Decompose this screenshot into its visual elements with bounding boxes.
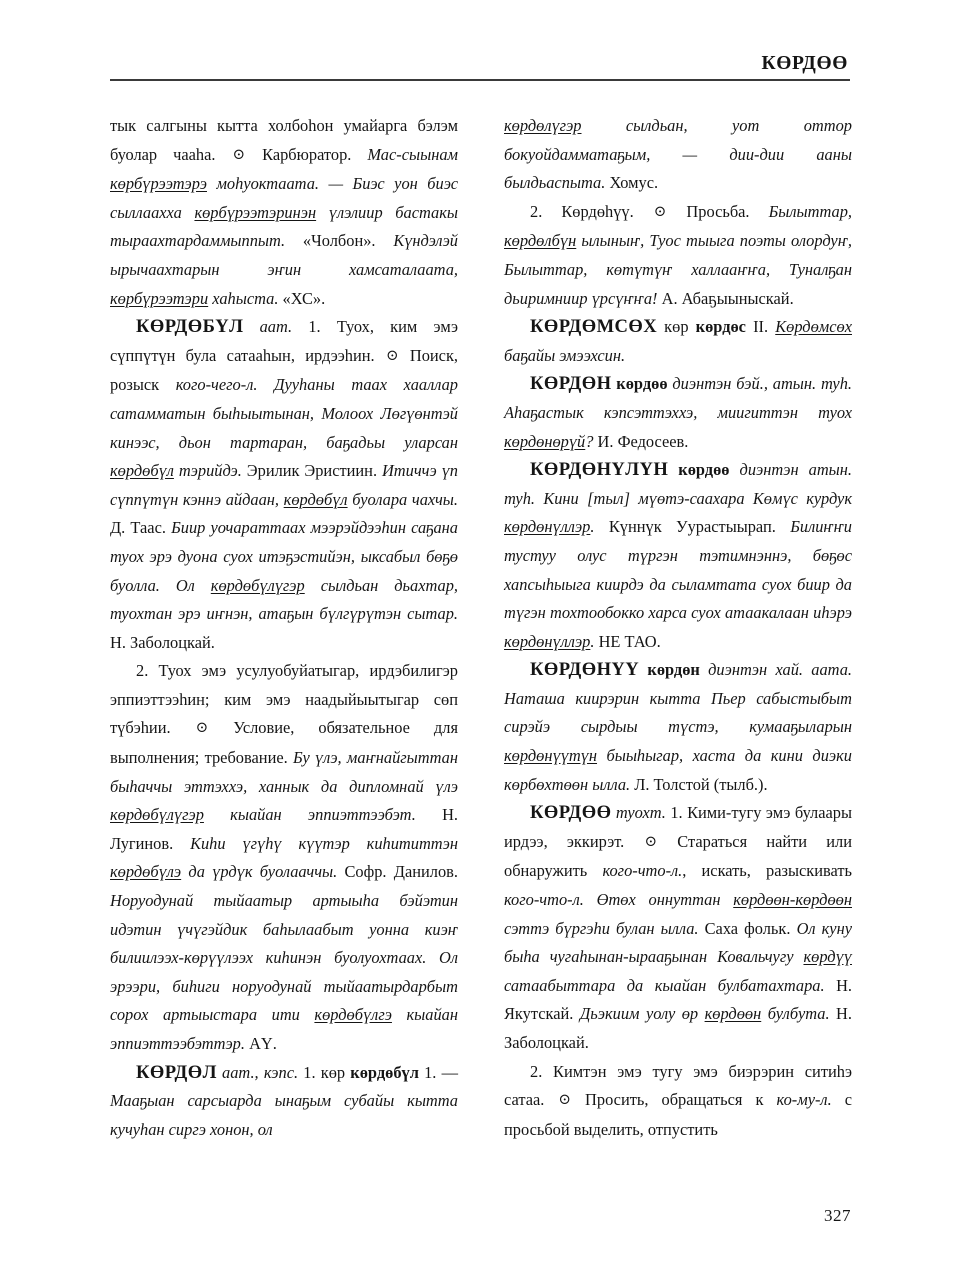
body-text: Д. Таас. — [110, 518, 172, 538]
cited-form: көрдөнүллэр — [504, 631, 591, 651]
body-text: Просить, обращаться к — [571, 1090, 777, 1110]
body-text: Н. Заболоцкай. — [110, 632, 215, 652]
body-text: 1. — — [418, 1062, 458, 1082]
example-text: сылдьан, уот оттор бокуойдамматаҕым, — дии-дии ааны былдьаспыта. — [504, 116, 852, 193]
sense-bullet-icon: ⊙ — [232, 146, 246, 163]
right-column — [504, 112, 852, 1172]
cited-form: көрдөнөрүй — [504, 431, 586, 451]
dictionary-entry — [504, 313, 852, 370]
grammar-label: аат. — [243, 317, 293, 337]
body-text: Софр. Данилов. — [344, 862, 458, 882]
example-text: . — [590, 517, 609, 537]
dictionary-sense — [504, 1058, 852, 1145]
example-text: диэнтэн бэй., атын. туһ. Аһаҕастык кэпсэттэххэ, миигиттэн туох — [504, 374, 852, 422]
body-text: Кими-тугу эмэ булаары ирдээ, эккирэт. — [504, 803, 852, 851]
sense-number: 1. — [298, 1062, 316, 1082]
example-text: Күндэлэй ырычаахтарын эҥин хамсаталаата, — [110, 231, 458, 279]
example-text: да үрдүк буолааччы. — [181, 862, 345, 882]
example-text: баҕайы эмээхсин. — [504, 345, 626, 365]
body-text: , искать, разыскивать — [682, 861, 853, 881]
cited-form: көрдөбүлүгэр — [210, 575, 305, 595]
body-text: Туох эмэ усулуобуйатыгар, ирдэбилигэр эппиэттээһин; ким эмэ наадыйыытыгар сөп түбэһии. — [110, 661, 458, 738]
body-text: Н. Якутскай. — [504, 975, 852, 1024]
example-text: сэттэ бүргэһи булан ылла. — [504, 918, 705, 938]
cross-reference: көрдөн — [639, 660, 709, 680]
example-text: Мас-сыынам — [367, 144, 458, 164]
cited-form: көрдөөн-көрдөөн — [733, 890, 852, 910]
header-divider — [110, 79, 850, 81]
example-text: быыһыгар, хаста да кини диэки көрбөхтөөн ылла. — [504, 746, 852, 794]
body-text: көр — [657, 317, 696, 337]
grammar-label: аат., кэпс. — [216, 1062, 299, 1082]
dictionary-entry — [504, 456, 852, 656]
body-text: Карбюратор. — [246, 144, 368, 164]
sense-bullet-icon: ⊙ — [195, 720, 209, 737]
body-text: Н. Лугинов. — [110, 805, 458, 853]
entry-headword: КӨРДӨБҮЛ — [136, 316, 244, 338]
example-text: ко-му-л. — [776, 1090, 832, 1110]
body-text: Л. Толстой (тылб.). — [634, 774, 768, 794]
cited-form: көрдөнүүтүн — [504, 746, 598, 766]
body-text: Просьба. — [667, 201, 769, 221]
cited-form: көрдөнүллэр — [504, 517, 591, 537]
example-text: ? — [585, 431, 598, 451]
dictionary-entry — [504, 370, 852, 456]
running-head-title: КӨРДӨӨ — [761, 53, 848, 74]
body-text: Стараться найти или обнаружить — [504, 831, 853, 881]
example-text: Мааҕыан сарсыарда ынаҕым субайы кытта кучуһан сиргэ хонон, ол — [110, 1091, 458, 1139]
cited-form: көрдөбүл — [283, 489, 348, 509]
carryover-paragraph — [504, 112, 852, 198]
example-text: Былыттар, — [768, 201, 852, 221]
cited-form: көрбүрээтэрэ — [110, 174, 207, 194]
body-text: II. — [745, 317, 776, 337]
example-text: тэрийдэ. — [173, 461, 247, 481]
cross-reference: көрдөө — [611, 374, 673, 394]
body-text: 2. Көрдөһүү. — [530, 201, 653, 221]
cited-form: көрбүрээтэри — [110, 288, 209, 308]
cross-reference: көрдөс — [695, 317, 746, 337]
cited-form: көрдөбүлгэ — [314, 1005, 392, 1025]
sense-bullet-icon: ⊙ — [644, 833, 658, 850]
left-column — [110, 112, 458, 1172]
sense-bullet-icon: ⊙ — [385, 347, 399, 364]
sense-bullet-icon: ⊙ — [558, 1092, 571, 1109]
example-text: диэнтэн хай. аата. Наташа киирэрин кытта Пьер сабыстыбыт сирэйэ сырдыы түстэ, кумааҕыларын — [504, 660, 852, 737]
example-text: моһуоктаата. — Биэс уон биэс сыллаахха — [110, 174, 458, 222]
body-text: Эрилик Эристиин. — [246, 461, 382, 481]
dictionary-entry — [110, 1059, 458, 1145]
body-text: «ХС». — [282, 288, 326, 308]
cited-form: көрдөлүгэр — [504, 116, 582, 135]
carryover-paragraph — [110, 112, 458, 313]
example-text: Билиҥҥи тустуу олус түргэн тэтимнэннэ, бөҕөс хапсыһыыга киирдэ да сыламтата суох биир да түгэн тохтообокко харса суох атаакалаан иһэрэ — [504, 517, 852, 623]
example-text: диэнтэн атын. туһ. Кини [тыл] мүөтэ-саахара Көмүс курдук — [504, 460, 852, 508]
cited-form: көрдөбүл — [110, 461, 174, 481]
body-text: Кимтэн эмэ тугу эмэ биэрэрин ситиһэ сатаа. — [504, 1061, 852, 1110]
example-text: Биир уочараттаах мээрэйдээһин саҕана туох эрэ дуона суох итэҕэстийэн, ыксабыл бөҕө буолла. Ол — [110, 518, 458, 595]
sense-bullet-icon: ⊙ — [653, 203, 667, 220]
body-text: АҮ. — [249, 1034, 277, 1053]
body-text: с просьбой выделить, отпустить — [504, 1090, 853, 1139]
body-text: көр — [315, 1062, 351, 1082]
dictionary-entry — [110, 313, 458, 657]
example-text: кого-чего-л. Дууһаны таах хааллар сатамматын быһыытынан, Молоох Лөгүөнтэй кинээс, дьон тартаран, баҕадьы уларсан — [110, 375, 458, 452]
cited-form: көрдөлбүн — [504, 231, 577, 251]
body-text: Поиск, розыск — [110, 345, 458, 395]
sense-number: 1. — [665, 803, 683, 823]
body-text: Туох, ким эмэ сүппүтүн була сатааһын, ирдээһин. — [110, 317, 459, 365]
example-text: Норуодунай тыйаатыр артыыһа бэйэтин идэтин үчүгэйдик баһылаабыт уонна киэҥ билиилээх-көрүүлээх киһинэн буолуохтаах. Ол эрээри, биһиги норуодунай тыйаатырдарбыт сорох артыыстара ити — [110, 891, 458, 1025]
cited-form: көрдүү — [803, 947, 852, 967]
body-text: Н. Заболоцкай. — [504, 1004, 852, 1052]
cited-form: көрдөөн — [704, 1004, 762, 1024]
example-text: хаһыста. — [208, 288, 283, 308]
dictionary-sense — [110, 657, 458, 1058]
body-text: Хомус. — [609, 173, 659, 193]
grammar-label: туохт. — [611, 803, 666, 823]
example-text: Итиччэ үп сүппүтүн кэннэ айдаан, — [110, 461, 458, 509]
sense-number: 2. — [530, 1061, 543, 1081]
example-text: кого-что-л. Өтөх оннуттан — [504, 890, 734, 910]
entry-headword: КӨРДӨНҮҮ — [530, 659, 640, 681]
example-text: сатаабыттара да кыайан булбатахтара. — [504, 975, 837, 995]
entry-headword: КӨРДӨЛ — [136, 1061, 217, 1083]
cited-form: көрдөбүлүгэр — [110, 805, 204, 825]
example-text: буолара чахчы. — [347, 489, 458, 509]
example-text: кыайан эппиэттээбэт. — [203, 805, 443, 825]
body-text: Условие, обязательное для выполнения; требование. — [110, 718, 458, 768]
entry-headword: КӨРДӨН — [530, 373, 612, 395]
body-text: НЕ ТАО. — [598, 631, 661, 651]
example-text: Ол куну быһа чугаһынан-ырааҕынан Ковальчугу — [504, 918, 852, 967]
sense-number: 2. — [136, 661, 149, 681]
dictionary-entry — [504, 656, 852, 799]
carryover-sense — [504, 198, 852, 313]
body-text: «Чолбон». — [302, 231, 394, 251]
cited-form: көрдөбүлэ — [110, 862, 182, 882]
cited-form: Көрдөмсөх — [775, 317, 852, 337]
example-text: Киһи үгүһү күүтэр киһититтэн — [190, 833, 458, 853]
page-number: 327 — [824, 1206, 851, 1225]
example-text: булбута. — [761, 1004, 837, 1024]
entry-headword: КӨРДӨӨ — [530, 802, 612, 824]
body-text: Күннүк Уурастыырап. — [608, 517, 791, 537]
sense-number: 1. — [292, 317, 321, 337]
example-text: ылыныҥ, Туос тыыга поэты олордуҥ, Былыттар, көтүтүҥ халлааҥҥа, Туналҕан дьиримниир үрсүҥҥа! — [504, 231, 852, 308]
body-text: тык салгыны кытта холбоһон умайарга бэлэм буолар чааһа. — [110, 116, 458, 164]
example-text: . — [590, 631, 599, 651]
example-text: Дьэкиим уолу өр — [579, 1004, 705, 1024]
example-text: Бу үлэ, маҥнайгыттан быһаччы эттэххэ, ханнык да дипломнай үлэ — [110, 748, 458, 796]
running-head — [110, 52, 850, 88]
example-text: кыайан эппиэттээбэттэр. — [110, 1005, 458, 1053]
column-container — [110, 112, 852, 1172]
cited-form: көрбүрээтэринэн — [194, 202, 317, 222]
example-text: кого-что-л. — [602, 861, 683, 881]
example-text: үлэлиир бастакы тыраахтардаммыппыт. — [110, 202, 458, 251]
entry-headword: КӨРДӨМСӨХ — [530, 316, 658, 338]
cross-reference: көрдөбүл — [350, 1062, 419, 1082]
entry-headword: КӨРДӨНҮЛҮН — [530, 459, 669, 481]
example-text: сылдьан дьахтар, туохтан эрэ иҥнэн, атаҕын бүлгүрүтэн сытар. — [110, 575, 459, 624]
cross-reference: көрдөө — [668, 460, 740, 480]
body-text: А. Абаҕыыныскай. — [661, 288, 794, 308]
body-text: И. Федосеев. — [597, 431, 689, 451]
dictionary-entry — [504, 799, 852, 1057]
body-text: Саха фольк. — [704, 918, 797, 938]
